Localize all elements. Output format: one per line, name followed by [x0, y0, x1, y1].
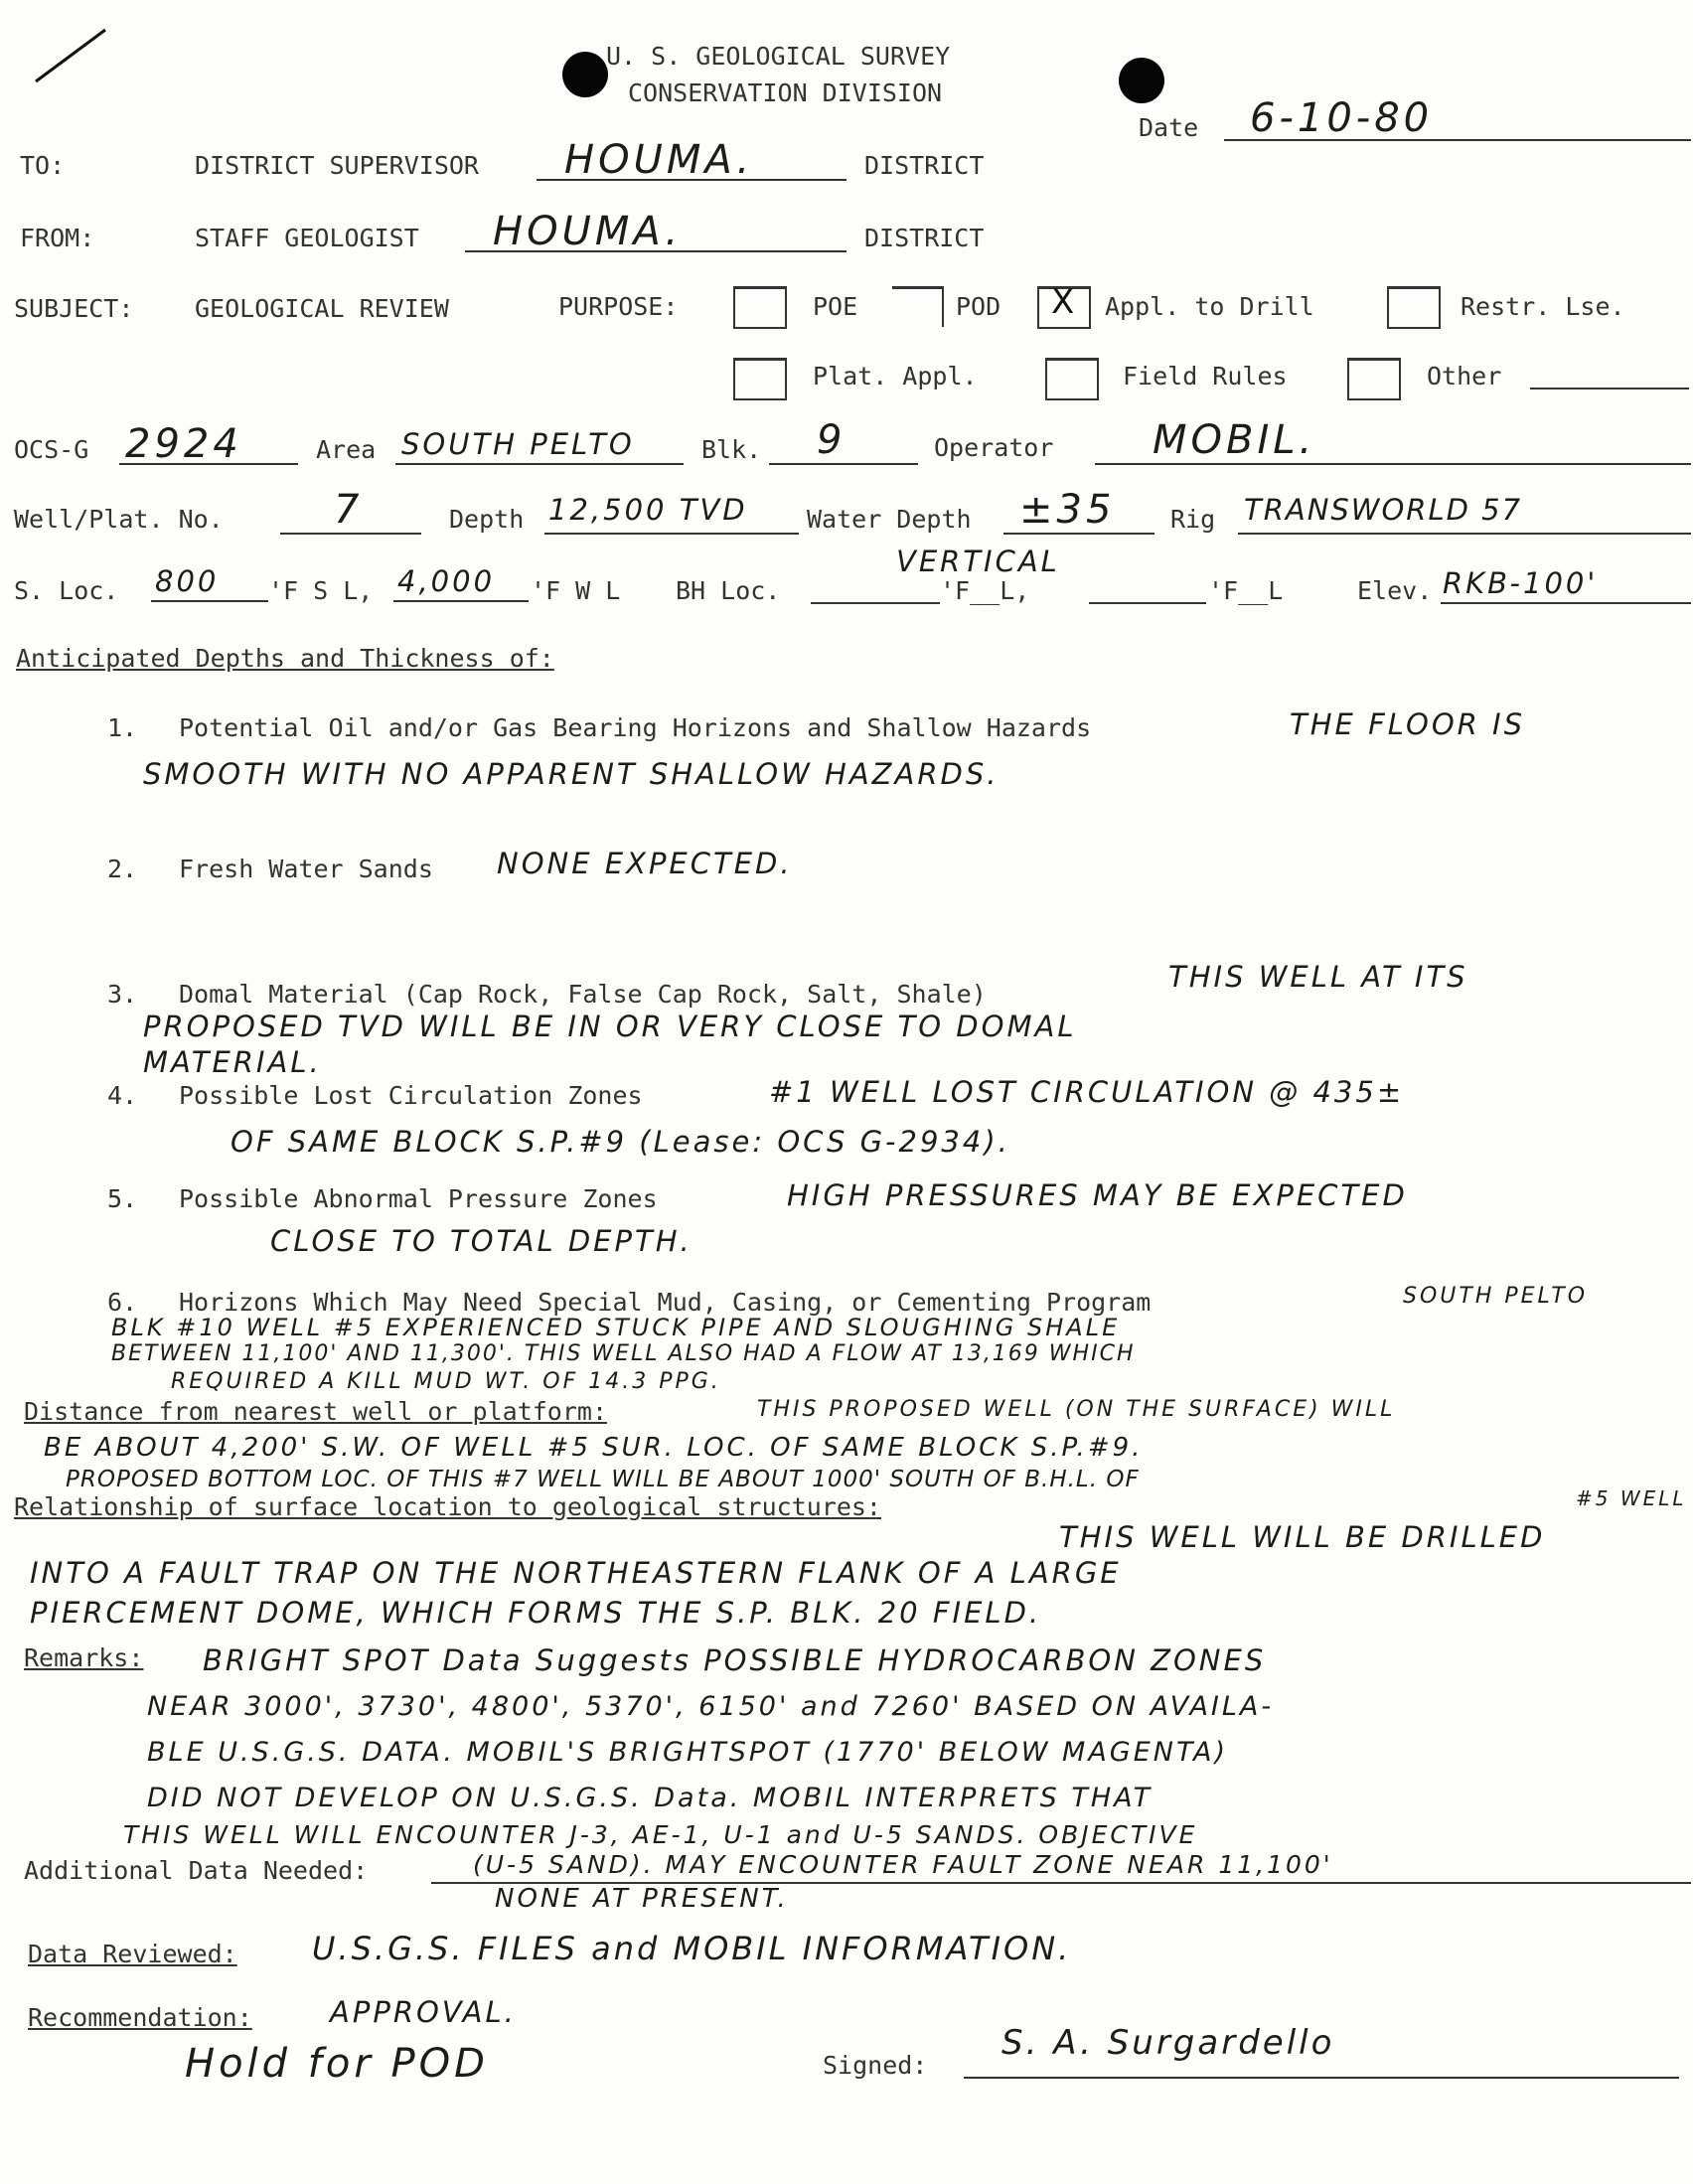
from-district-value: HOUMA. — [493, 209, 683, 254]
option-plat-appl: Plat. Appl. — [813, 362, 978, 390]
option-restr-lse: Restr. Lse. — [1461, 292, 1625, 321]
ocs-label: OCS-G — [14, 435, 89, 464]
punch-hole-right — [1119, 58, 1164, 103]
recommendation-label: Recommendation: — [28, 2003, 252, 2032]
checkbox-other[interactable] — [1347, 358, 1401, 400]
item6-hw4: REQUIRED A KILL MUD WT. OF 14.3 PPG. — [171, 1369, 721, 1394]
depth-label: Depth — [449, 505, 525, 534]
checkbox-pod[interactable] — [892, 286, 944, 327]
distance-hw3: PROPOSED BOTTOM LOC. OF THIS #7 WELL WILL BE ABOUT 1000' SOUTH OF B.H.L. OF — [66, 1467, 1140, 1492]
item2-num: 2. — [107, 855, 138, 883]
water-depth-value: ±35 — [1019, 487, 1116, 533]
elev-label: Elev. — [1357, 576, 1433, 605]
signature: S. A. Surgardello — [1001, 2023, 1335, 2063]
area-label: Area — [316, 435, 377, 464]
item3-hw2: PROPOSED TVD WILL BE IN OR VERY CLOSE TO DOMAL — [143, 1010, 1077, 1043]
date-value: 6-10-80 — [1250, 95, 1434, 141]
from-text: STAFF GEOLOGIST — [195, 224, 419, 252]
to-text: DISTRICT SUPERVISOR — [195, 151, 479, 180]
item5-num: 5. — [107, 1184, 138, 1213]
checkbox-restr-lse[interactable] — [1387, 286, 1441, 329]
sloc-label: S. Loc. — [14, 576, 119, 605]
checkbox-poe[interactable] — [733, 286, 787, 329]
option-appl-to-drill: Appl. to Drill — [1105, 292, 1314, 321]
remarks-hw4: DID NOT DEVELOP ON U.S.G.S. Data. MOBIL INTERPRETS THAT — [147, 1783, 1154, 1813]
bhloc-value: VERTICAL — [896, 545, 1060, 578]
item1-label: Potential Oil and/or Gas Bearing Horizons and Shallow Hazards — [179, 713, 1092, 742]
item4-label: Possible Lost Circulation Zones — [179, 1081, 643, 1110]
well-no-value: 7 — [334, 487, 364, 533]
sloc-fsl-value: 800 — [155, 564, 220, 598]
ocs-value: 2924 — [125, 421, 242, 467]
well-no-label: Well/Plat. No. — [14, 505, 224, 534]
to-district-value: HOUMA. — [564, 137, 754, 183]
punch-hole-left — [562, 52, 608, 97]
item6-hw3: BETWEEN 11,100' AND 11,300'. THIS WELL ALSO HAD A FLOW AT 13,169 WHICH — [111, 1341, 1136, 1366]
check-mark: X — [1051, 282, 1075, 322]
rig-value: TRANSWORLD 57 — [1244, 493, 1523, 527]
checkbox-field-rules[interactable] — [1045, 358, 1099, 400]
reviewed-label: Data Reviewed: — [28, 1940, 237, 1968]
item5-label: Possible Abnormal Pressure Zones — [179, 1184, 658, 1213]
date-label: Date — [1139, 113, 1199, 142]
bhloc-label: BH Loc. — [676, 576, 781, 605]
anticipated-heading: Anticipated Depths and Thickness of: — [16, 644, 554, 673]
additional-hw1: NONE AT PRESENT. — [495, 1884, 789, 1914]
item2-hw1: NONE EXPECTED. — [497, 847, 793, 880]
option-pod: POD — [956, 292, 1001, 321]
item1-num: 1. — [107, 713, 138, 742]
item3-hw3: MATERIAL. — [143, 1045, 322, 1079]
bhloc-f2: 'F__L — [1208, 576, 1284, 605]
agency-title: U. S. GEOLOGICAL SURVEY — [606, 42, 951, 71]
sloc-fwl-unit: 'F W L — [531, 576, 621, 605]
sloc-fwl-value: 4,000 — [397, 564, 496, 598]
signed-label: Signed: — [823, 2051, 928, 2080]
item3-hw1: THIS WELL AT ITS — [1168, 960, 1468, 994]
to-suffix: DISTRICT — [864, 151, 985, 180]
remarks-hw5: THIS WELL WILL ENCOUNTER J-3, AE-1, U-1 and U-5 SANDS. OBJECTIVE — [123, 1820, 1198, 1849]
item6-num: 6. — [107, 1288, 138, 1317]
blk-value: 9 — [817, 417, 846, 463]
item4-num: 4. — [107, 1081, 138, 1110]
from-label: FROM: — [20, 224, 95, 252]
purpose-label: PURPOSE: — [558, 292, 679, 321]
area-value: SOUTH PELTO — [401, 427, 635, 461]
operator-value: MOBIL. — [1153, 417, 1316, 463]
distance-hw2: BE ABOUT 4,200' S.W. OF WELL #5 SUR. LOC. OF SAME BLOCK S.P.#9. — [44, 1433, 1144, 1463]
option-other: Other — [1427, 362, 1502, 390]
elev-value: RKB-100' — [1443, 566, 1599, 600]
corner-mark — [28, 22, 117, 91]
item4-hw1: #1 WELL LOST CIRCULATION @ 435± — [769, 1075, 1405, 1109]
operator-label: Operator — [934, 433, 1054, 462]
rig-label: Rig — [1170, 505, 1216, 534]
division-title: CONSERVATION DIVISION — [628, 78, 943, 107]
blk-label: Blk. — [701, 435, 762, 464]
option-field-rules: Field Rules — [1123, 362, 1288, 390]
handwritten-note: Hold for POD — [185, 2041, 489, 2087]
item4-hw2: OF SAME BLOCK S.P.#9 (Lease: OCS G-2934). — [231, 1125, 1010, 1159]
recommendation-hw1: APPROVAL. — [330, 1995, 517, 2029]
remarks-hw2: NEAR 3000', 3730', 4800', 5370', 6150' and 7260' BASED ON AVAILA- — [147, 1691, 1275, 1722]
remarks-hw1: BRIGHT SPOT Data Suggests POSSIBLE HYDROCARBON ZONES — [203, 1643, 1267, 1677]
bhloc-f1: 'F__L, — [940, 576, 1030, 605]
distance-hw4: #5 WELL — [1576, 1486, 1687, 1510]
distance-hw1: THIS PROPOSED WELL (ON THE SURFACE) WILL — [757, 1397, 1396, 1422]
item5-hw2: CLOSE TO TOTAL DEPTH. — [270, 1224, 693, 1258]
depth-value: 12,500 TVD — [548, 493, 748, 527]
subject-label: SUBJECT: — [14, 294, 134, 323]
item3-label: Domal Material (Cap Rock, False Cap Rock, Salt, Shale) — [179, 980, 987, 1009]
from-suffix: DISTRICT — [864, 224, 985, 252]
item6-label: Horizons Which May Need Special Mud, Casing, or Cementing Program — [179, 1288, 1152, 1317]
relationship-hw3: PIERCEMENT DOME, WHICH FORMS THE S.P. BLK. 20 FIELD. — [30, 1596, 1042, 1630]
relationship-label: Relationship of surface location to geological structures: — [14, 1492, 881, 1521]
remarks-label: Remarks: — [24, 1643, 144, 1672]
item1-hw2: SMOOTH WITH NO APPARENT SHALLOW HAZARDS. — [143, 757, 1000, 791]
water-depth-label: Water Depth — [807, 505, 972, 534]
subject-text: GEOLOGICAL REVIEW — [195, 294, 449, 323]
item6-hw2: BLK #10 WELL #5 EXPERIENCED STUCK PIPE AND SLOUGHING SHALE — [111, 1314, 1121, 1341]
reviewed-hw1: U.S.G.S. FILES and MOBIL INFORMATION. — [312, 1930, 1072, 1967]
sloc-fsl-unit: 'F S L, — [268, 576, 374, 605]
relationship-hw2: INTO A FAULT TRAP ON THE NORTHEASTERN FLANK OF A LARGE — [30, 1556, 1122, 1590]
to-label: TO: — [20, 151, 66, 180]
item2-label: Fresh Water Sands — [179, 855, 433, 883]
option-poe: POE — [813, 292, 858, 321]
checkbox-plat-appl[interactable] — [733, 358, 787, 400]
additional-label: Additional Data Needed: — [24, 1856, 369, 1885]
distance-label: Distance from nearest well or platform: — [24, 1397, 607, 1426]
relationship-hw1: THIS WELL WILL BE DRILLED — [1059, 1520, 1546, 1554]
remarks-hw6: (U-5 SAND). MAY ENCOUNTER FAULT ZONE NEAR 11,100' — [473, 1850, 1333, 1879]
item5-hw1: HIGH PRESSURES MAY BE EXPECTED — [787, 1178, 1408, 1212]
item6-hw1: SOUTH PELTO — [1403, 1284, 1589, 1309]
item1-hw1: THE FLOOR IS — [1290, 707, 1525, 741]
remarks-hw3: BLE U.S.G.S. DATA. MOBIL'S BRIGHTSPOT (1770' BELOW MAGENTA) — [147, 1737, 1228, 1768]
item3-num: 3. — [107, 980, 138, 1009]
